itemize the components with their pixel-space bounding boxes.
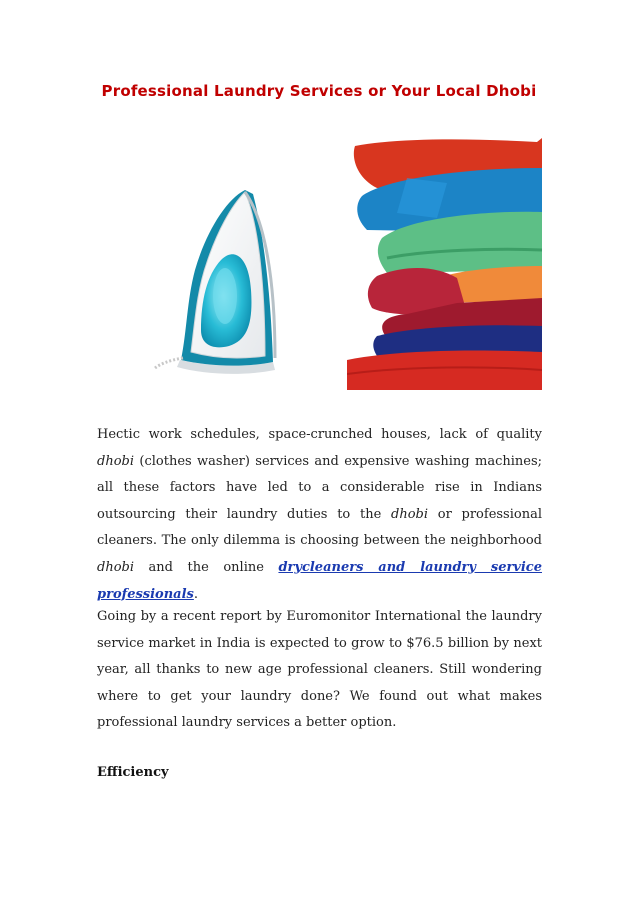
iron-icon <box>125 180 295 390</box>
emphasis-dhobi: dhobi <box>97 453 135 469</box>
text-segment: and the online <box>134 559 279 575</box>
emphasis-dhobi: dhobi <box>97 559 135 575</box>
paragraph-market-report: Going by a recent report by Euromonitor International the laundry service market in India is expected to grow to $76.5 billion by next year, all thanks to new age professional cleaners. Still wondering where to get your laundry done? We found out what makes professional laundry services a better option. <box>97 609 542 731</box>
iron-image <box>125 180 295 390</box>
emphasis-dhobi: dhobi <box>391 506 429 522</box>
drycleaners-link[interactable]: drycleaners and laundry service professionals <box>97 559 542 602</box>
clothes-stack-image <box>347 138 542 390</box>
paragraph-intro <box>97 422 542 608</box>
section-heading-efficiency: Efficiency <box>97 765 169 780</box>
text-segment: Hectic work schedules, space-crunched houses, lack of quality <box>97 427 542 442</box>
text-segment: . <box>193 586 198 602</box>
document-title: Professional Laundry Services or Your Local Dhobi <box>101 82 537 100</box>
text-segment: or professional cleaners. The only dilemma is choosing between the neighborhood <box>97 506 542 549</box>
folded-clothes-icon <box>347 138 542 390</box>
text-segment: (clothes washer) services and expensive washing machines; all these factors have led to a considerable rise in Indians outsourcing their laundry duties to the <box>97 453 542 522</box>
